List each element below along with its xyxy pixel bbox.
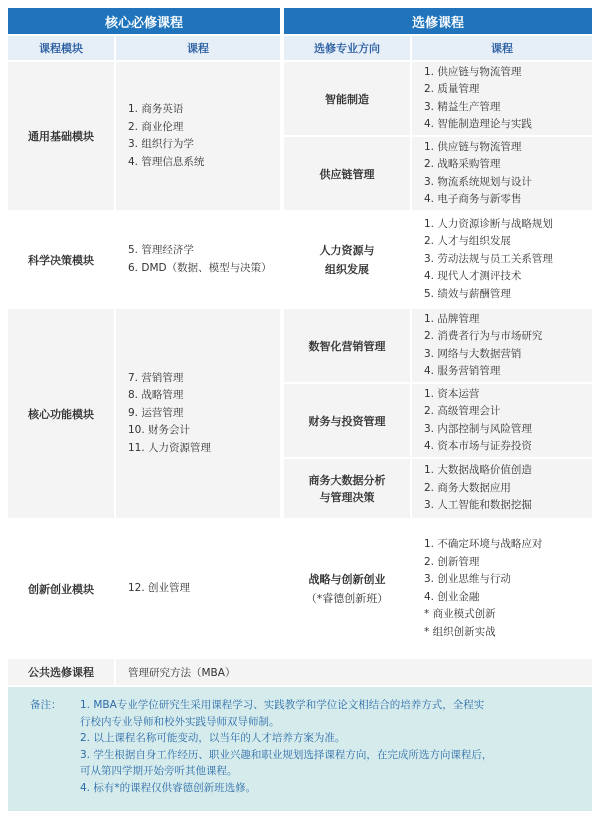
course-item: 1. 供应链与物流管理 — [424, 65, 522, 78]
public-elective-label — [8, 659, 114, 685]
notes-title: 备注： — [30, 699, 62, 711]
note-line: 1. MBA专业学位研究生采用课程学习、实践教学和学位论文相结合的培养方式，全程实 — [80, 699, 485, 711]
direction-label: 与管理决策 — [319, 490, 375, 504]
core-courses-general — [116, 62, 280, 210]
elective-courses-bigdata — [412, 459, 592, 518]
elective-courses-header: 选修课程 — [284, 8, 592, 34]
course-item: 12. 创业管理 — [128, 581, 191, 594]
notes-list — [80, 697, 586, 796]
course-item: 3. 精益生产管理 — [424, 100, 501, 113]
direction-label: 人力资源与 — [319, 243, 375, 257]
course-item: 10. 财务会计 — [128, 424, 191, 437]
course-item: 2. 高级管理会计 — [424, 405, 501, 417]
course-item: 3. 人工智能和数据挖掘 — [424, 499, 532, 512]
elective-courses-supply-chain — [412, 137, 592, 210]
core-module-innovation — [8, 520, 114, 657]
module-label: 科学决策模块 — [28, 253, 94, 267]
note-line: 行校内专业导师和校外实践导师双导师制。 — [80, 715, 280, 728]
course-item: 2. 商务大数据应用 — [424, 481, 511, 494]
course-item: 1. 不确定环境与战略应对 — [424, 538, 543, 550]
course-item: 2. 战略采购管理 — [424, 158, 501, 170]
elective-direction-hr — [284, 212, 410, 307]
course-item: 2. 创新管理 — [424, 555, 480, 568]
direction-label: 商务大数据分析 — [308, 473, 386, 487]
elective-direction-strategy — [284, 520, 410, 657]
course-item: 4. 智能制造理论与实践 — [424, 118, 532, 130]
module-label: 创新创业模块 — [28, 582, 94, 596]
course-item: 3. 物流系统规划与设计 — [424, 175, 532, 188]
note-line: 4. 标有*的课程仅供睿德创新班选修。 — [80, 781, 257, 794]
elective-courses-hr — [412, 212, 592, 307]
course-item: 2. 质量管理 — [424, 83, 480, 95]
elective-courses-marketing — [412, 309, 592, 382]
core-courses-decision — [116, 212, 280, 307]
course-item: 5. 绩效与薪酬管理 — [424, 287, 511, 300]
note-line: 3. 学生根据自身工作经历、职业兴趣和职业规划选择课程方向，在完成所选方向课程后， — [80, 748, 493, 761]
elective-courses-strategy — [412, 520, 592, 657]
course-item: 1. 人力资源诊断与战略规划 — [424, 217, 553, 230]
elective-courses-finance — [412, 384, 592, 457]
course-item: 4. 电子商务与新零售 — [424, 193, 522, 205]
elective-course-column-header: 课程 — [412, 36, 592, 60]
core-module-general — [8, 62, 114, 210]
direction-note: （*睿德创新班） — [305, 591, 389, 605]
elective-direction-marketing — [284, 309, 410, 382]
core-module-function — [8, 309, 114, 518]
note-line: 可从第四学期开始旁听其他课程。 — [80, 765, 238, 777]
course-column-header: 课程 — [116, 36, 280, 60]
core-courses-header: 核心必修课程 — [8, 8, 280, 34]
course-item: 1. 资本运营 — [424, 387, 480, 400]
course-item: 8. 战略管理 — [128, 389, 184, 402]
module-label: 核心功能模块 — [28, 407, 94, 421]
course-item: 9. 运营管理 — [128, 406, 184, 419]
module-column-header: 课程模块 — [8, 36, 114, 60]
direction-label: 财务与投资管理 — [308, 414, 386, 428]
course-item: 3. 内部控制与风险管理 — [424, 422, 532, 435]
course-item: * 组织创新实战 — [424, 625, 496, 638]
course-item: 1. 品牌管理 — [424, 312, 480, 325]
note-line: 2. 以上课程名称可能变动，以当年的人才培养方案为准。 — [80, 732, 346, 744]
course-item: 1. 商务英语 — [128, 103, 184, 115]
elective-direction-bigdata — [284, 459, 410, 518]
core-courses-innovation — [116, 520, 280, 657]
core-courses-function — [116, 309, 280, 518]
course-item: 2. 人才与组织发展 — [424, 235, 511, 248]
elective-direction-supply-chain — [284, 137, 410, 210]
course-item: 4. 创业金融 — [424, 590, 480, 603]
course-item: 3. 劳动法规与员工关系管理 — [424, 252, 553, 265]
course-item: 1. 大数据战略价值创造 — [424, 464, 532, 477]
direction-label: 供应链管理 — [319, 167, 375, 181]
course-item: 3. 网络与大数据营销 — [424, 347, 522, 360]
public-elective-course — [116, 659, 592, 685]
direction-label: 战略与创新创业 — [308, 572, 386, 586]
course-item: * 商业模式创新 — [424, 608, 496, 620]
course-item: 2. 商业伦理 — [128, 120, 184, 133]
course-item: 5. 管理经济学 — [128, 244, 194, 256]
course-item: 1. 供应链与物流管理 — [424, 140, 522, 153]
course-item: 7. 营销管理 — [128, 371, 184, 384]
course-item: 4. 服务营销管理 — [424, 365, 501, 377]
module-label: 通用基础模块 — [28, 130, 94, 143]
direction-label: 组织发展 — [325, 262, 369, 276]
direction-label: 智能制造 — [325, 92, 369, 106]
notes-panel — [8, 687, 592, 811]
elective-direction-smart-manufacturing — [284, 62, 410, 135]
course-item: 3. 组织行为学 — [128, 138, 194, 150]
course-item: 3. 创业思维与行动 — [424, 573, 511, 585]
core-module-decision — [8, 212, 114, 307]
course-item: 11. 人力资源管理 — [128, 441, 212, 454]
course-item: 4. 现代人才测评技术 — [424, 270, 522, 283]
course-item: 4. 资本市场与证券投资 — [424, 440, 532, 452]
direction-column-header: 选修专业方向 — [284, 36, 410, 60]
elective-courses-smart-manufacturing — [412, 62, 592, 135]
public-elective-course-text: 管理研究方法（MBA） — [128, 666, 236, 679]
course-item: 4. 管理信息系统 — [128, 155, 205, 168]
public-elective-label-text: 公共选修课程 — [28, 666, 94, 679]
direction-label: 数智化营销管理 — [308, 339, 386, 353]
course-item: 2. 消费者行为与市场研究 — [424, 330, 543, 342]
course-item: 6. DMD（数据、模型与决策） — [128, 261, 272, 274]
elective-direction-finance — [284, 384, 410, 457]
